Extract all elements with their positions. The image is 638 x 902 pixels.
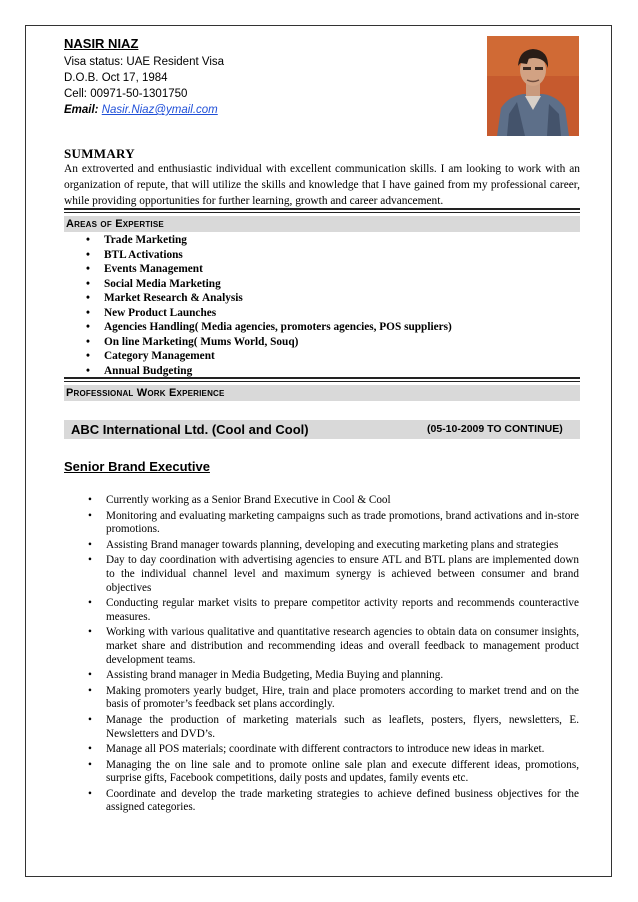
experience-heading: Professional Work Experience	[64, 385, 580, 401]
duty-item: • Managing the on line sale and to promote online sale plan and execute different ideas, promotions, surprise gifts, Facebook competitions, daily posts and updates, family events etc.	[88, 759, 579, 786]
duty-item: • Manage the production of marketing materials such as leaflets, posters, flyers, newsletters, E. Newsletters and DVD’s.	[88, 714, 579, 741]
date-of-birth: D.O.B. Oct 17, 1984	[64, 72, 168, 84]
expertise-item: • Events Management	[84, 262, 452, 277]
job-title: Senior Brand Executive	[64, 459, 210, 474]
expertise-item: • Market Research & Analysis	[84, 291, 452, 306]
expertise-item: • On line Marketing( Mums World, Souq)	[84, 335, 452, 350]
duty-item: • Coordinate and develop the trade marketing strategies to achieve defined business objectives for the assigned categories.	[88, 788, 579, 815]
contact-header	[64, 36, 224, 118]
duty-item: • Currently working as a Senior Brand Executive in Cool & Cool	[88, 494, 579, 508]
cell-number: Cell: 00971-50-1301750	[64, 88, 188, 100]
expertise-item: • Category Management	[84, 349, 452, 364]
profile-photo-illustration	[487, 36, 579, 136]
expertise-item: • Annual Budgeting	[84, 364, 452, 379]
summary-paragraph: An extroverted and enthusiastic individual with excellent communication skills. I am looking to work with an organization of repute, that will utilize the skills and knowledge that I have gained from my professional career, while providing opportunities for further learning, growth and career advancement.	[64, 163, 580, 207]
visa-status: Visa status: UAE Resident Visa	[64, 56, 225, 68]
company-bar	[64, 420, 580, 439]
email-line	[64, 102, 224, 118]
expertise-item: • Social Media Marketing	[84, 277, 452, 292]
duty-item: • Assisting brand manager in Media Budgeting, Media Buying and planning.	[88, 669, 579, 683]
duties-list	[88, 494, 579, 817]
expertise-divider	[64, 208, 580, 213]
experience-divider	[64, 377, 580, 382]
expertise-list	[84, 233, 452, 378]
duty-item: • Conducting regular market visits to prepare competitor activity reports and recommends counteractive measures.	[88, 597, 579, 624]
duty-item: • Day to day coordination with advertising agencies to ensure ATL and BTL plans are implemented down to the individual channel level and maximum synergy is achieved between consumer and brand objectives	[88, 554, 579, 595]
duty-item: • Monitoring and evaluating marketing campaigns such as trade promotions, brand activations and in-store promotions.	[88, 510, 579, 537]
expertise-item: • New Product Launches	[84, 306, 452, 321]
candidate-name: NASIR NIAZ	[64, 36, 139, 51]
email-label: Email:	[64, 104, 99, 116]
employment-dates: (05-10-2009 TO CONTINUE)	[427, 423, 563, 435]
expertise-heading: Areas of Expertise	[64, 216, 580, 232]
summary-heading: SUMMARY	[64, 146, 135, 161]
expertise-item: • Agencies Handling( Media agencies, promoters agencies, POS suppliers)	[84, 320, 452, 335]
profile-photo	[487, 36, 579, 136]
duty-item: • Assisting Brand manager towards planning, developing and executing marketing plans and strategies	[88, 539, 579, 553]
expertise-item: • BTL Activations	[84, 248, 452, 263]
expertise-item: • Trade Marketing	[84, 233, 452, 248]
company-name: ABC International Ltd. (Cool and Cool)	[71, 422, 309, 437]
duty-item: • Making promoters yearly budget, Hire, train and place promoters according to market trend and on the basis of promoter’s feedback set plans accordingly.	[88, 685, 579, 712]
email-link[interactable]: Nasir.Niaz@ymail.com	[101, 104, 218, 116]
duty-item: • Working with various qualitative and quantitative research agencies to obtain data on consumer insights, market share and distribution and recommending ideas and overall feedback to management product development teams.	[88, 626, 579, 667]
duty-item: • Manage all POS materials; coordinate with different contractors to introduce new ideas in market.	[88, 743, 579, 757]
